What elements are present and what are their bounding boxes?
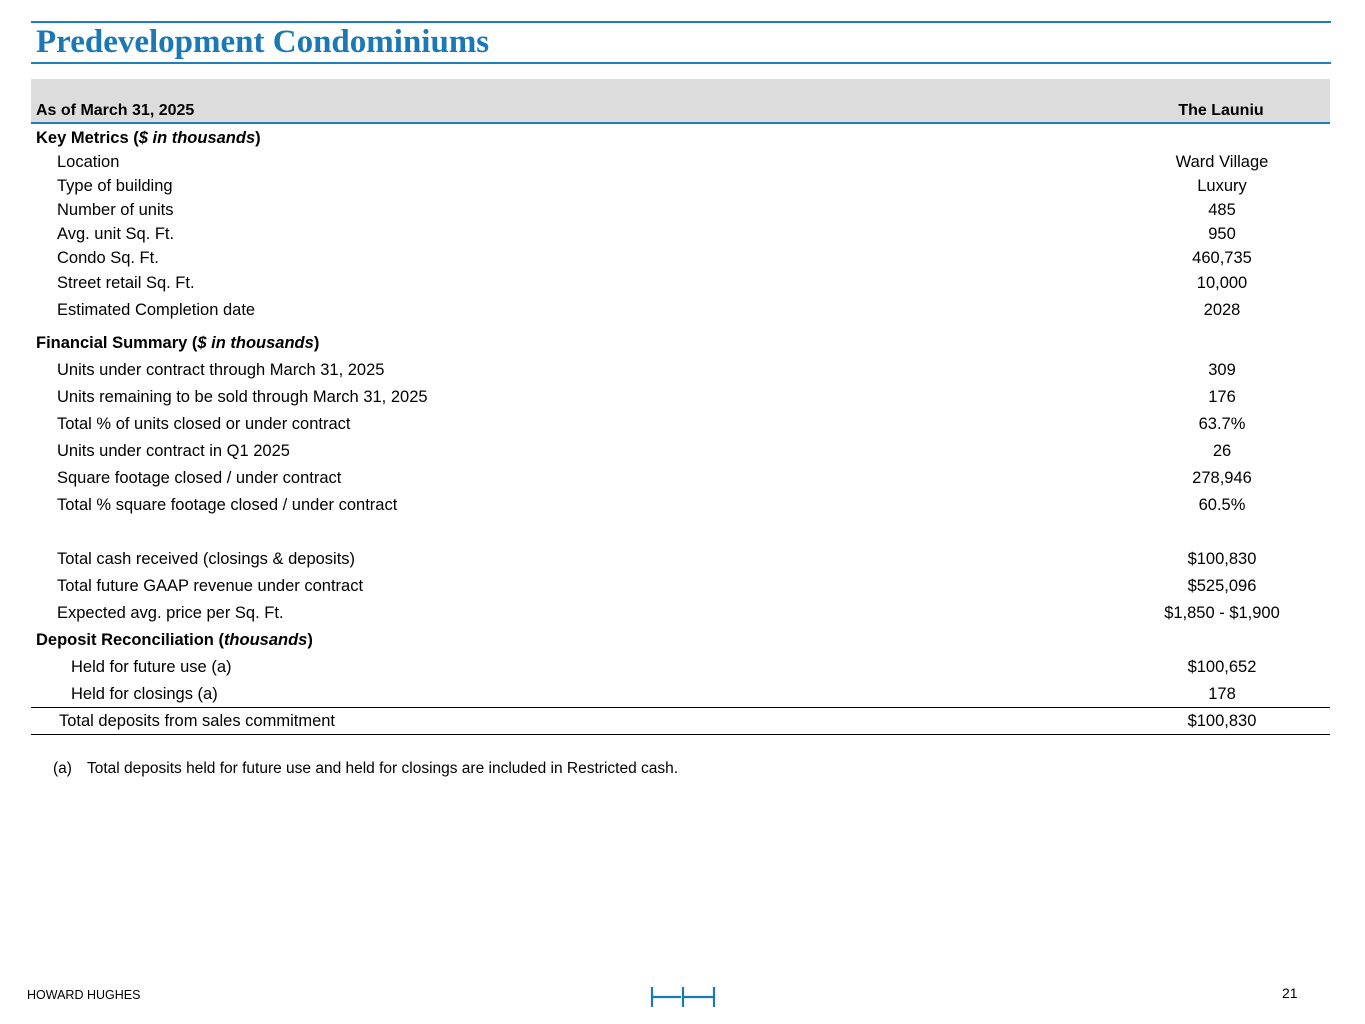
- row-label: Number of units: [57, 201, 174, 219]
- row-label: Held for future use (a): [71, 658, 232, 676]
- as-of-date: As of March 31, 2025: [36, 102, 195, 119]
- row-value: 10,000: [1196, 274, 1248, 292]
- row-label: Square footage closed / under contract: [57, 469, 342, 487]
- row-label: Total future GAAP revenue under contract: [57, 577, 364, 595]
- footnote: [53, 760, 678, 778]
- row-label: Units remaining to be sold through March 31, 2025: [57, 388, 428, 406]
- total-label: Total deposits from sales commitment: [59, 712, 336, 730]
- row-label: Type of building: [57, 177, 173, 195]
- row-value: 309: [1208, 361, 1236, 379]
- row-label: Total cash received (closings & deposits): [57, 550, 356, 568]
- row-label: Expected avg. price per Sq. Ft.: [57, 604, 284, 622]
- row-value: 950: [1208, 225, 1236, 243]
- row-label: Total % of units closed or under contract: [57, 415, 351, 433]
- title-rule-bottom: [31, 62, 1331, 64]
- row-value: $525,096: [1187, 577, 1257, 595]
- total-value: $100,830: [1187, 712, 1257, 730]
- hh-logo-icon: [650, 986, 716, 1013]
- row-value: 26: [1212, 442, 1232, 460]
- row-value: $100,652: [1187, 658, 1257, 676]
- row-value: 63.7%: [1198, 415, 1246, 433]
- table-header: [31, 79, 1330, 124]
- row-value: 178: [1208, 685, 1236, 703]
- row-value: Ward Village: [1175, 153, 1269, 171]
- row-label: Held for closings (a): [71, 685, 218, 703]
- row-value: 460,735: [1192, 249, 1252, 267]
- row-label: Location: [57, 153, 120, 171]
- row-value: 278,946: [1192, 469, 1252, 487]
- total-row: [31, 707, 1330, 735]
- page-title: Predevelopment Condominiums: [36, 24, 490, 60]
- row-value: $100,830: [1187, 550, 1257, 568]
- row-label: Condo Sq. Ft.: [57, 249, 159, 267]
- page-number: 21: [1282, 985, 1298, 1001]
- footnote-text: Total deposits held for future use and held for closings are included in Restricted cash.: [87, 760, 679, 777]
- row-label: Total % square footage closed / under contract: [57, 496, 398, 514]
- row-label: Units under contract in Q1 2025: [57, 442, 290, 460]
- row-value: Luxury: [1197, 177, 1247, 195]
- row-label: Units under contract through March 31, 2025: [57, 361, 385, 379]
- row-label: Street retail Sq. Ft.: [57, 274, 195, 292]
- row-value: 2028: [1203, 301, 1241, 319]
- row-value: 60.5%: [1198, 496, 1246, 514]
- row-value: $1,850 - $1,900: [1164, 604, 1280, 622]
- row-label: Estimated Completion date: [57, 301, 256, 319]
- footer-brand: HOWARD HUGHES: [27, 988, 141, 1002]
- row-value: 176: [1208, 388, 1236, 406]
- row-value: 485: [1208, 201, 1236, 219]
- column-header-the-launiu: The Launiu: [1178, 102, 1264, 119]
- footnote-mark: (a): [53, 760, 72, 777]
- row-label: Avg. unit Sq. Ft.: [57, 225, 175, 243]
